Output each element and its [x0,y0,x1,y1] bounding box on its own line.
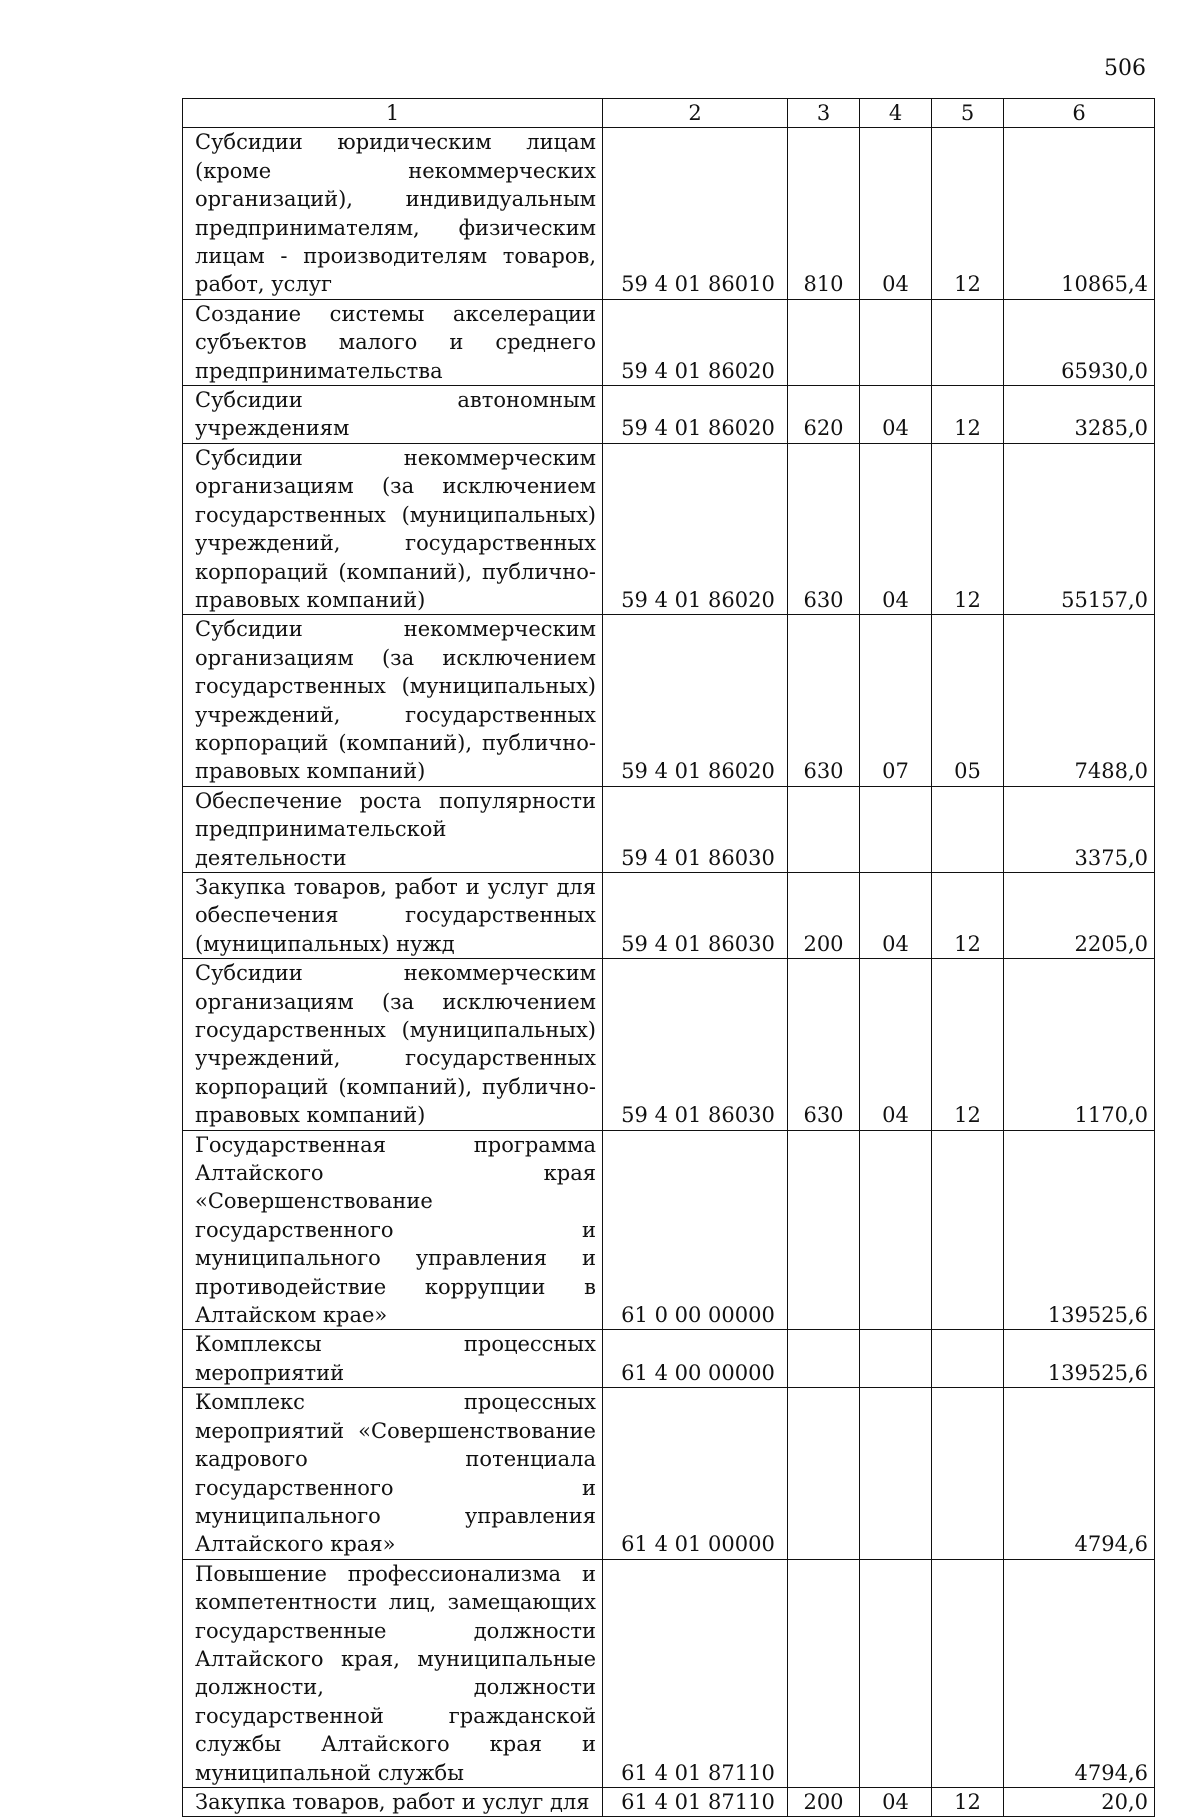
table-row [183,1388,1155,1559]
row-expense-type: 200 [788,872,860,958]
row-section: 04 [860,872,932,958]
row-expense-type [788,1559,860,1787]
row-sum: 1170,0 [1004,959,1155,1130]
table-row [183,128,1155,299]
row-sum: 65930,0 [1004,299,1155,385]
row-code: 59 4 01 86020 [603,615,788,786]
row-name: Субсидии автономным учреждениям [183,386,603,444]
row-sum: 4794,6 [1004,1559,1155,1787]
table-row [183,786,1155,872]
table-row [183,1130,1155,1330]
row-section [860,1130,932,1330]
row-subsection: 12 [932,1787,1004,1816]
row-name: Создание системы акселерации субъектов малого и среднего предпринимательства [183,299,603,385]
table-row [183,1787,1155,1816]
row-code: 61 4 01 87110 [603,1559,788,1787]
row-sum: 139525,6 [1004,1330,1155,1388]
row-code: 59 4 01 86020 [603,443,788,614]
row-name: Субсидии некоммерческим организациям (за исключением государственных (муниципальных) учреждений, государственных корпораций (компаний), публично-правовых компаний) [183,443,603,614]
row-sum: 20,0 [1004,1787,1155,1816]
row-name: Комплексы процессных мероприятий [183,1330,603,1388]
row-sum: 7488,0 [1004,615,1155,786]
row-sum: 10865,4 [1004,128,1155,299]
row-code: 61 4 00 00000 [603,1330,788,1388]
row-name: Субсидии некоммерческим организациям (за исключением государственных (муниципальных) учреждений, государственных корпораций (компаний), публично-правовых компаний) [183,615,603,786]
row-name: Государственная программа Алтайского края «Совершенствование государственного и муниципального управления и противодействие коррупции в Алтайском крае» [183,1130,603,1330]
row-sum: 55157,0 [1004,443,1155,614]
row-section: 04 [860,386,932,444]
header-col-3: 3 [788,99,860,128]
row-subsection [932,786,1004,872]
row-name: Обеспечение роста популярности предпринимательской деятельности [183,786,603,872]
row-subsection: 12 [932,959,1004,1130]
table-row [183,615,1155,786]
row-code: 59 4 01 86030 [603,786,788,872]
table-row [183,299,1155,385]
row-sum: 139525,6 [1004,1130,1155,1330]
row-code: 61 4 01 87110 [603,1787,788,1816]
row-subsection [932,1559,1004,1787]
row-section [860,786,932,872]
row-subsection: 12 [932,128,1004,299]
row-subsection: 05 [932,615,1004,786]
row-expense-type: 630 [788,959,860,1130]
row-expense-type: 810 [788,128,860,299]
row-expense-type [788,1388,860,1559]
header-col-4: 4 [860,99,932,128]
row-subsection [932,1330,1004,1388]
row-subsection [932,1388,1004,1559]
table-header-row [183,99,1155,128]
row-name: Субсидии некоммерческим организациям (за исключением государственных (муниципальных) учреждений, государственных корпораций (компаний), публично-правовых компаний) [183,959,603,1130]
row-expense-type: 630 [788,615,860,786]
row-code: 59 4 01 86020 [603,386,788,444]
row-sum: 4794,6 [1004,1388,1155,1559]
row-subsection: 12 [932,872,1004,958]
row-expense-type [788,786,860,872]
row-name: Комплекс процессных мероприятий «Совершенствование кадрового потенциала государственного и муниципального управления Алтайского края» [183,1388,603,1559]
table-row [183,1559,1155,1787]
row-sum: 2205,0 [1004,872,1155,958]
row-subsection: 12 [932,386,1004,444]
row-code: 59 4 01 86030 [603,959,788,1130]
row-section [860,1388,932,1559]
row-expense-type [788,1330,860,1388]
budget-table [182,98,1155,1817]
row-expense-type: 630 [788,443,860,614]
row-name: Повышение профессионализма и компетентности лиц, замещающих государственные должности Алтайского края, муниципальные должности, должности государственной гражданской службы Алтайского края и муниципальной службы [183,1559,603,1787]
row-code: 61 0 00 00000 [603,1130,788,1330]
row-section: 04 [860,128,932,299]
table-row [183,959,1155,1130]
row-expense-type [788,299,860,385]
row-expense-type [788,1130,860,1330]
row-section [860,1330,932,1388]
row-section: 04 [860,959,932,1130]
row-sum: 3285,0 [1004,386,1155,444]
row-section: 04 [860,1787,932,1816]
row-name: Закупка товаров, работ и услуг для [183,1787,603,1816]
table-row [183,443,1155,614]
table-row [183,1330,1155,1388]
row-subsection: 12 [932,443,1004,614]
row-expense-type: 200 [788,1787,860,1816]
row-section [860,299,932,385]
row-section [860,1559,932,1787]
row-sum: 3375,0 [1004,786,1155,872]
row-name: Субсидии юридическим лицам (кроме некоммерческих организаций), индивидуальным предпринимателям, физическим лицам - производителям товаров, работ, услуг [183,128,603,299]
row-code: 59 4 01 86030 [603,872,788,958]
header-col-5: 5 [932,99,1004,128]
row-code: 61 4 01 00000 [603,1388,788,1559]
page-number: 506 [1104,56,1146,81]
header-col-2: 2 [603,99,788,128]
row-section: 07 [860,615,932,786]
row-section: 04 [860,443,932,614]
row-subsection [932,299,1004,385]
row-subsection [932,1130,1004,1330]
row-code: 59 4 01 86020 [603,299,788,385]
row-code: 59 4 01 86010 [603,128,788,299]
row-expense-type: 620 [788,386,860,444]
header-col-6: 6 [1004,99,1155,128]
table-row [183,386,1155,444]
header-col-1: 1 [183,99,603,128]
row-name: Закупка товаров, работ и услуг для обеспечения государственных (муниципальных) нужд [183,872,603,958]
table-row [183,872,1155,958]
